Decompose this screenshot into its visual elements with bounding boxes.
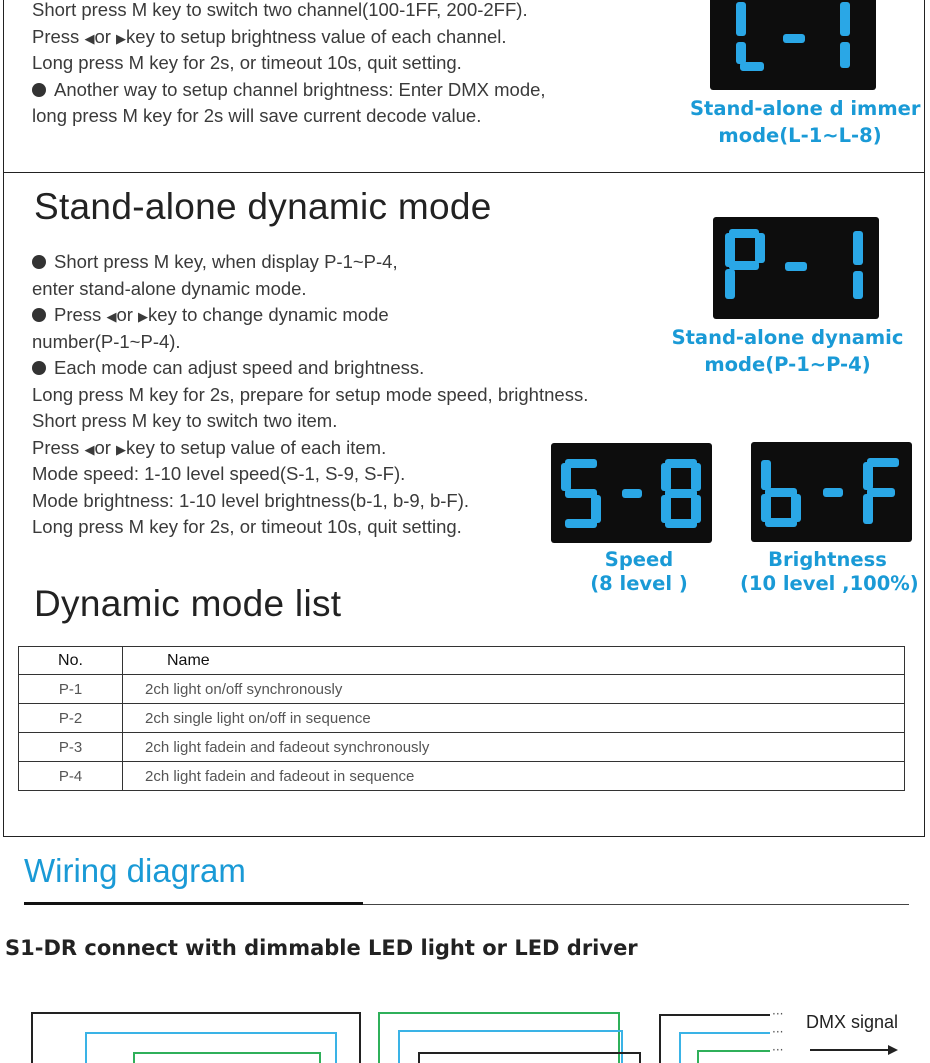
row-no: P-4	[19, 762, 123, 791]
lcd-digits-l-1	[710, 0, 876, 90]
left-arrow-icon: ◀	[106, 309, 117, 324]
dimmer-line-1: Short press M key to switch two channel(100-1FF, 200-2FF).	[32, 0, 528, 20]
left-arrow-icon: ◀	[84, 441, 95, 457]
dynamic-mode-title: Stand-alone dynamic mode	[34, 186, 492, 227]
dynamic-line-10: Mode brightness: 1-10 level brightness(b-1, b-9, b-F).	[32, 489, 470, 511]
row-no: P-2	[19, 704, 123, 733]
lcd-display-speed	[551, 443, 712, 543]
right-arrow-icon: ▶	[138, 309, 149, 324]
bullet-icon	[32, 255, 46, 269]
lcd-display-brightness	[751, 442, 912, 542]
bullet-icon	[32, 308, 46, 322]
dimmer-line-3: Long press M key for 2s, or timeout 10s, quit setting.	[32, 52, 462, 73]
dynamic-line-3: Press ◀or ▶key to change dynamic mode	[32, 302, 588, 329]
lcd-display-dimmer	[710, 0, 876, 90]
svg-text:···: ···	[772, 1025, 784, 1039]
table-row	[19, 704, 905, 733]
wiring-diagram-title: Wiring diagram	[24, 852, 246, 889]
lcd-digits-s-8	[551, 443, 712, 543]
right-arrow-icon: ▶	[116, 441, 127, 457]
row-name: 2ch light fadein and fadeout in sequence	[123, 762, 905, 791]
dynamic-line-6: Long press M key for 2s, prepare for setup mode speed, brightness.	[32, 383, 589, 405]
dimmer-instructions	[32, 0, 546, 130]
dynamic-line-2: enter stand-alone dynamic mode.	[32, 277, 307, 299]
dynamic-line-11: Long press M key for 2s, or timeout 10s, quit setting.	[32, 516, 462, 537]
mode-list-table	[18, 646, 905, 791]
table-row	[19, 675, 905, 704]
dynamic-line-5: Each mode can adjust speed and brightness.	[32, 355, 588, 382]
row-name: 2ch light fadein and fadeout synchronously	[123, 733, 905, 762]
svg-text:···: ···	[772, 1007, 784, 1021]
lcd-digits-p-1	[713, 217, 879, 319]
right-arrow-icon: ▶	[116, 30, 127, 46]
wiring-title-underline-thick	[24, 902, 363, 905]
lcd-digits-b-f	[751, 442, 912, 542]
wiring-diagram	[0, 1005, 930, 1063]
dynamic-line-1: Short press M key, when display P-1~P-4,	[32, 249, 588, 276]
dimmer-line-2: Press ◀or ▶key to setup brightness value of each channel.	[32, 25, 507, 47]
row-no: P-3	[19, 733, 123, 762]
bullet-icon	[32, 361, 46, 375]
dynamic-line-7: Short press M key to switch two item.	[32, 410, 338, 431]
table-header-row	[19, 647, 905, 675]
dimmer-line-5: long press M key for 2s will save current decode value.	[32, 105, 482, 126]
caption-dynamic: Stand-alone dynamic mode(P-1~P-4)	[671, 326, 904, 376]
dynamic-line-9: Mode speed: 1-10 level speed(S-1, S-9, S-F).	[32, 463, 406, 484]
dynamic-line-8: Press ◀or ▶key to setup value of each item.	[32, 436, 387, 458]
row-name: 2ch single light on/off in sequence	[123, 704, 905, 733]
header-name: Name	[123, 647, 905, 675]
table-row	[19, 762, 905, 791]
table-row	[19, 733, 905, 762]
svg-text:···: ···	[772, 1043, 784, 1057]
bullet-icon	[32, 83, 46, 97]
lcd-display-dynamic	[713, 217, 879, 319]
dynamic-instructions	[32, 249, 588, 541]
wiring-title-underline-thin	[363, 904, 909, 905]
caption-speed: Speed (8 level )	[590, 548, 688, 595]
wiring-subtitle: S1-DR connect with dimmable LED light or LED driver	[5, 936, 638, 960]
left-arrow-icon: ◀	[84, 30, 95, 46]
dimmer-line-4: Another way to setup channel brightness: Enter DMX mode,	[32, 77, 546, 104]
row-no: P-1	[19, 675, 123, 704]
caption-dimmer: Stand-alone d immer mode(L-1~L-8)	[690, 97, 921, 147]
caption-brightness: Brightness (10 level ,100%)	[740, 548, 919, 595]
dynamic-line-4: number(P-1~P-4).	[32, 330, 181, 352]
row-name: 2ch light on/off synchronously	[123, 675, 905, 704]
mode-list-title: Dynamic mode list	[34, 583, 342, 624]
header-no: No.	[19, 647, 123, 675]
dmx-signal-label: DMX signal	[806, 1012, 899, 1032]
